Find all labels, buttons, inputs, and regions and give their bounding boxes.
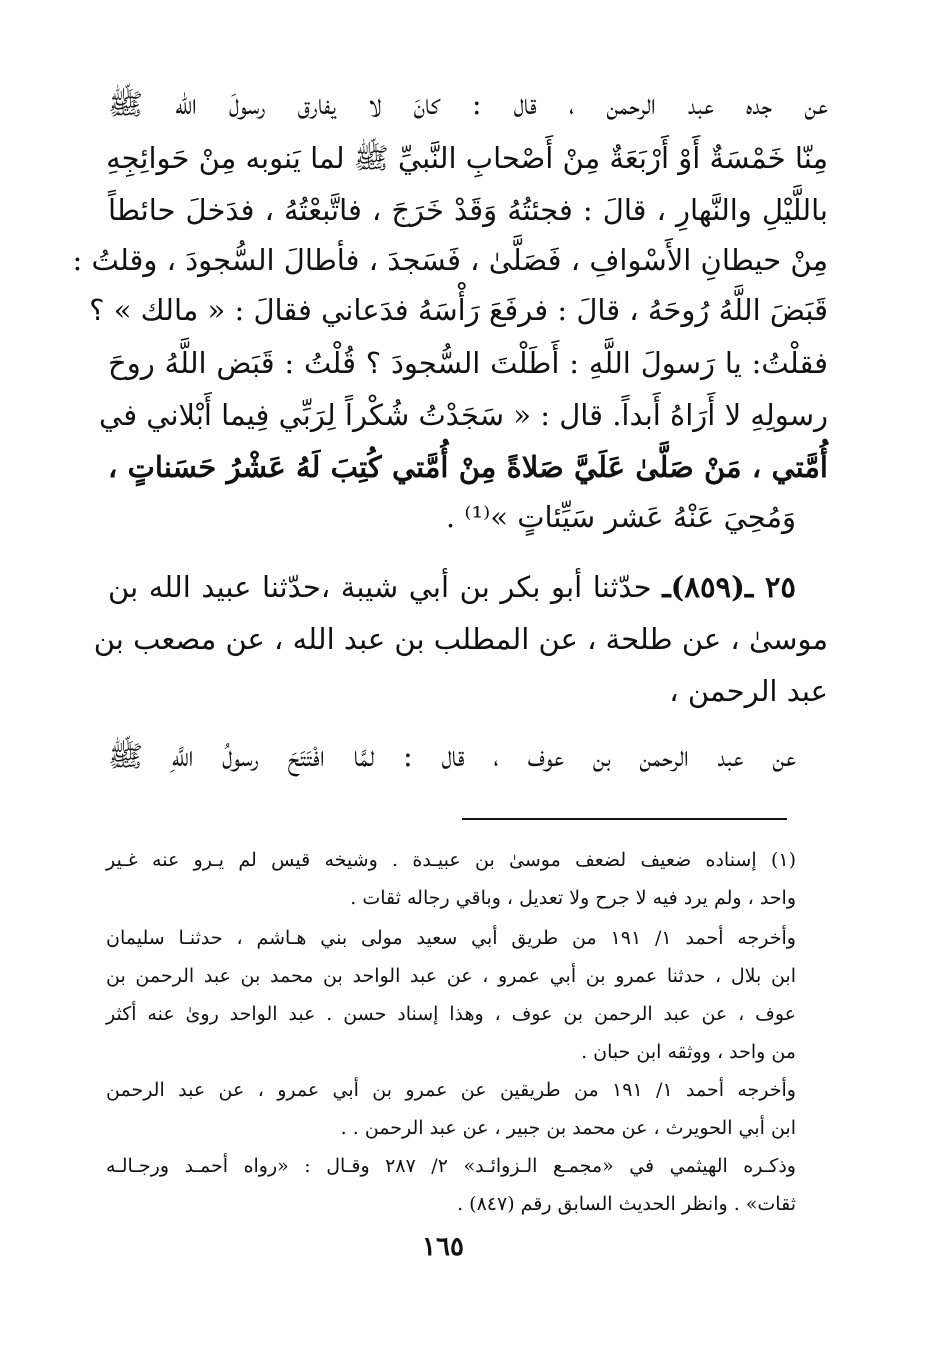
footnote-line-4: ابن بلال ، حدثنا عمرو بن أبي عمرو ، عن عبد الواحد بن محمد بن عبد الرحمن بن — [106, 965, 796, 987]
footnote-line-1: (١) إسناده ضعيف لضعف موسىٰ بن عبيـدة . وشيخه قيس لم يـرو عنه غـير — [106, 849, 796, 871]
body-line-1: عن جده عبد الرحمن ، قال : كانَ لا يفارق رسولَ اللّه ﷺ — [108, 87, 828, 121]
footnote-line-3: وأخرجه أحمد ١/ ١٩١ من طريق أبي سعيد مولى بني هـاشم ، حدثنـا سليمان — [106, 927, 796, 949]
footnote-line-6: من واحد ، ووثقه ابن حبان . — [581, 1041, 796, 1063]
hadith-25-line-3: عبد الرحمن ، — [669, 674, 828, 708]
footnote-line-7: وأخرجه أحمد ١/ ١٩١ من طريقين عن عمرو بن أبي عمرو ، عن عبد الرحمن — [106, 1079, 796, 1101]
footnote-line-8: ابن أبي الحويرث ، عن محمد بن جبير ، عن عبد الرحمن . . — [340, 1117, 796, 1139]
body-line-8: أُمَّتي ، مَنْ صَلَّىٰ عَلَيَّ صَلاةً مِنْ أُمَّتي كُتِبَ لَهُ عَشْرُ حَسَناتٍ ، — [108, 450, 828, 484]
hadith-25-line-1 — [108, 567, 796, 607]
body-line-2: مِنّا خَمْسَةٌ أَوْ أَرْبَعَةٌ مِنْ أَصْحابِ النَّبيِّ ﷺ لما يَنوبه مِنْ حَوائِجِهِ — [106, 141, 828, 175]
page-number: ١٦٥ — [422, 1232, 464, 1262]
hadith-number: ٢٥ ـ(٨٥٩)ـ — [662, 570, 796, 604]
hadith-25-line-4: عن عبد الرحمن بن عوف ، قال : لمَّا افْتَتَحَ رسولُ اللَّهِ ﷺ — [108, 739, 796, 773]
body-line-7: رسولِهِ لا أَرَاهُ أَبداً. قال : « سَجَدْتُ شُكْراً لِرَبِّي فِيما أَبْلاني في — [99, 398, 828, 432]
hadith-25-isnad-start: حدّثنا أبو بكر بن أبي شيبة ،حدّثنا عبيد الله بن — [108, 570, 652, 604]
body-line-4: مِنْ حيطانِ الأَسْوافِ ، فَصَلَّىٰ ، فَسَجدَ ، فأطالَ السُّجودَ ، وقلتُ : — [72, 243, 828, 277]
footnote-line-9: وذكـره الهيثمي في «مجمـع الـزوائـد» ٢/ ٢٨٧ وقـال : «رواه أحمـد ورجـالـه — [106, 1155, 796, 1177]
footnote-line-10: ثقات» . وانظر الحديث السابق رقم (٨٤٧) . — [457, 1193, 796, 1215]
body-line-9: وَمُحِيَ عَنْهُ عَشر سَيِّئاتٍ »⁽¹⁾ . — [445, 500, 796, 534]
hadith-25-line-2: موسىٰ ، عن طلحة ، عن المطلب بن عبد الله ، عن مصعب بن — [93, 622, 828, 656]
footnote-line-5: عوف ، عن عبد الرحمن بن عوف ، وهذا إسناد حسن . عبد الواحد روىٰ عنه أكثر — [106, 1003, 796, 1025]
body-line-6: فقلْتُ: يا رَسولَ اللَّهِ : أَطَلْتَ السُّجودَ ؟ قُلْتُ : قَبَض اللَّهُ روحَ — [108, 346, 828, 380]
footnote-divider — [462, 818, 787, 820]
body-line-3: باللَّيْلِ والنَّهارِ ، قالَ : فجئتُهُ وَقَدْ خَرَجَ ، فاتَّبعْتُهُ ، فدَخلَ حائطاً — [108, 193, 828, 227]
footnote-line-2: واحد ، ولم يرد فيه لا جرح ولا تعديل ، وباقي رجاله ثقات . — [350, 887, 796, 909]
body-line-5: قَبَضَ اللَّهُ رُوحَهُ ، قالَ : فرفَعَ رَأْسَهُ فدَعاني فقالَ : « مالك » ؟ — [89, 293, 828, 327]
